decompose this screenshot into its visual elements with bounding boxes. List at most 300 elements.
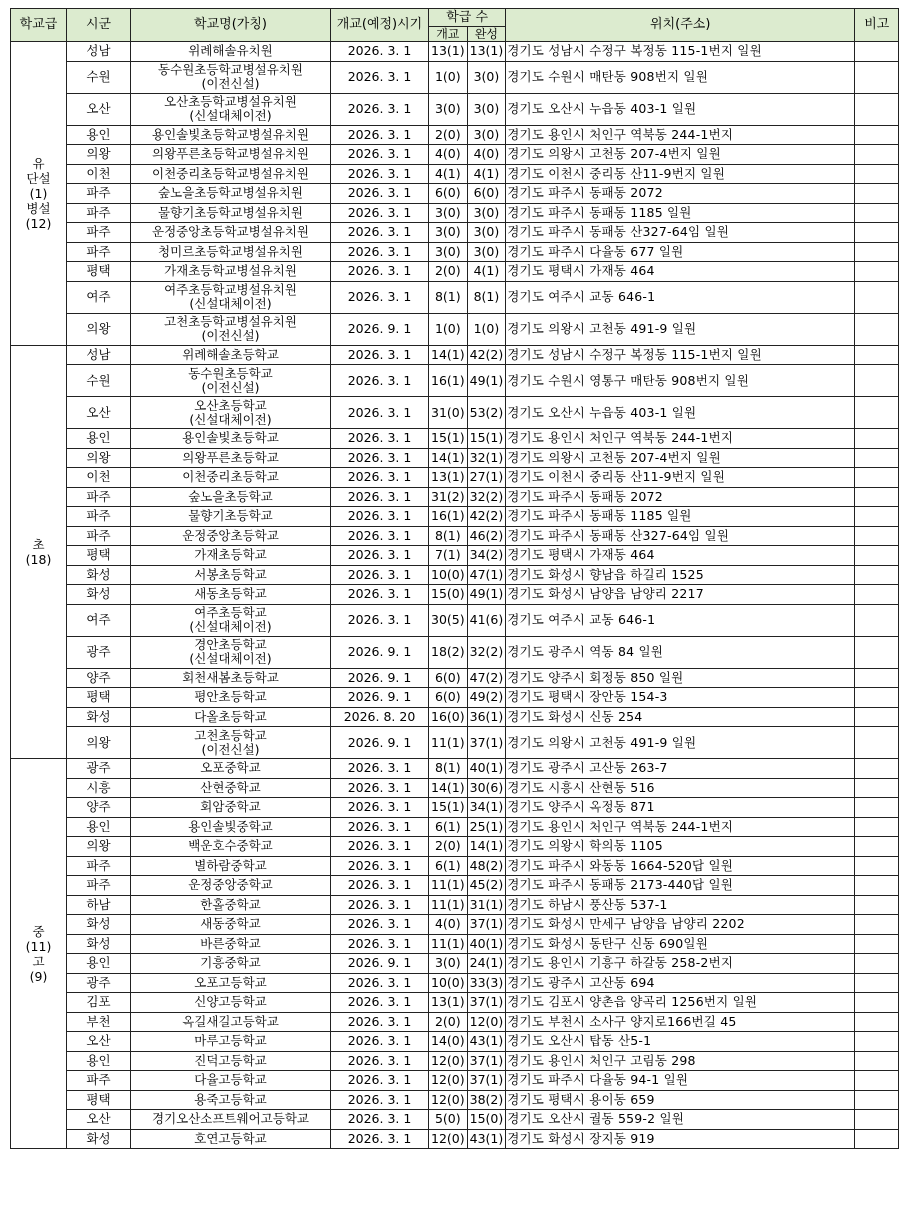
school-name-line: 새동초등학교 (194, 586, 267, 602)
open-date-cell: 2026. 9. 1 (331, 313, 429, 345)
classes-full-cell: 30(6) (467, 778, 506, 798)
classes-open-cell: 3(0) (429, 203, 468, 223)
open-date-cell: 2026. 3. 1 (331, 145, 429, 165)
classes-full-cell: 43(1) (467, 1032, 506, 1052)
school-name-line: 옥길새길고등학교 (182, 1013, 279, 1029)
table-row (11, 345, 899, 365)
open-date-cell: 2026. 3. 1 (331, 585, 429, 605)
classes-open-cell: 13(1) (429, 468, 468, 488)
note-cell (855, 636, 899, 668)
note-cell (855, 759, 899, 779)
classes-full-cell: 15(0) (467, 1110, 506, 1130)
school-name-cell (131, 164, 331, 184)
note-cell (855, 817, 899, 837)
school-name-line: 백운호수중학교 (188, 838, 273, 854)
address-cell: 경기도 화성시 장지동 919 (506, 1129, 855, 1149)
classes-open-cell: 6(1) (429, 856, 468, 876)
classes-full-cell: 37(1) (467, 1071, 506, 1091)
school-name-cell (131, 1110, 331, 1130)
open-date-cell: 2026. 3. 1 (331, 798, 429, 818)
table-row (11, 1110, 899, 1130)
table-row (11, 93, 899, 125)
city-cell: 의왕 (67, 448, 131, 468)
note-cell (855, 1012, 899, 1032)
classes-open-cell: 8(1) (429, 281, 468, 313)
school-name-cell (131, 365, 331, 397)
open-date-cell: 2026. 9. 1 (331, 727, 429, 759)
open-date-cell: 2026. 3. 1 (331, 397, 429, 429)
classes-full-cell: 3(0) (467, 242, 506, 262)
classes-open-cell: 12(0) (429, 1129, 468, 1149)
classes-full-cell: 4(1) (467, 262, 506, 282)
school-name-cell (131, 448, 331, 468)
school-level-cell (11, 345, 67, 759)
open-date-cell: 2026. 3. 1 (331, 164, 429, 184)
school-name-line: 별하람중학교 (194, 857, 267, 873)
city-cell: 평택 (67, 262, 131, 282)
note-cell (855, 61, 899, 93)
school-name-cell (131, 856, 331, 876)
address-cell: 경기도 오산시 궐동 559-2 일원 (506, 1110, 855, 1130)
classes-open-cell: 2(0) (429, 837, 468, 857)
note-cell (855, 934, 899, 954)
header-classes-open: 개교 (429, 27, 468, 42)
table-row (11, 164, 899, 184)
school-name-cell (131, 798, 331, 818)
address-cell: 경기도 파주시 동패동 2072 (506, 184, 855, 204)
classes-full-cell: 37(1) (467, 727, 506, 759)
table-row (11, 487, 899, 507)
school-name-line: 숲노을초등학교 (188, 488, 273, 504)
classes-full-cell: 49(2) (467, 688, 506, 708)
classes-full-cell: 42(2) (467, 507, 506, 527)
classes-open-cell: 14(1) (429, 448, 468, 468)
school-name-cell (131, 203, 331, 223)
classes-open-cell: 6(0) (429, 668, 468, 688)
school-name-cell (131, 1090, 331, 1110)
table-row (11, 604, 899, 636)
school-name-line: 고천초등학교 (194, 727, 267, 743)
address-cell: 경기도 의왕시 고천동 207-4번지 일원 (506, 448, 855, 468)
school-name-line: 의왕푸른초등학교병설유치원 (152, 146, 309, 162)
classes-full-cell: 46(2) (467, 526, 506, 546)
school-name-line: 평안초등학교 (194, 689, 267, 705)
table-row (11, 817, 899, 837)
address-cell: 경기도 하남시 풍산동 537-1 (506, 895, 855, 915)
address-cell: 경기도 의왕시 고천동 491-9 일원 (506, 727, 855, 759)
header-classes-full: 완성 (467, 27, 506, 42)
address-cell: 경기도 파주시 다율동 677 일원 (506, 242, 855, 262)
school-name-line: 가재초등학교병설유치원 (164, 263, 297, 279)
school-name-line: 새동중학교 (200, 916, 261, 932)
address-cell: 경기도 의왕시 고천동 207-4번지 일원 (506, 145, 855, 165)
address-cell: 경기도 수원시 매탄동 908번지 일원 (506, 61, 855, 93)
table-row (11, 1032, 899, 1052)
classes-open-cell: 5(0) (429, 1110, 468, 1130)
open-date-cell: 2026. 3. 1 (331, 973, 429, 993)
classes-open-cell: 15(1) (429, 429, 468, 449)
school-name-cell (131, 468, 331, 488)
open-date-cell: 2026. 3. 1 (331, 507, 429, 527)
address-cell: 경기도 파주시 다율동 94-1 일원 (506, 1071, 855, 1091)
header-row (11, 9, 899, 27)
school-name-cell (131, 973, 331, 993)
open-date-cell: 2026. 3. 1 (331, 1012, 429, 1032)
open-date-cell: 2026. 3. 1 (331, 856, 429, 876)
school-level-cell (11, 759, 67, 1149)
table-row (11, 798, 899, 818)
open-date-cell: 2026. 3. 1 (331, 93, 429, 125)
city-cell: 오산 (67, 1032, 131, 1052)
header-name: 학교명(가칭) (131, 9, 331, 42)
note-cell (855, 223, 899, 243)
school-name-cell (131, 507, 331, 527)
city-cell: 오산 (67, 1110, 131, 1130)
school-name-cell (131, 688, 331, 708)
school-name-line: 위례해솔유치원 (188, 43, 273, 59)
address-cell: 경기도 용인시 처인구 역북동 244-1번지 (506, 817, 855, 837)
note-cell (855, 993, 899, 1013)
city-cell: 오산 (67, 397, 131, 429)
school-name-line: 이천중리초등학교병설유치원 (152, 165, 309, 181)
city-cell: 용인 (67, 429, 131, 449)
table-row (11, 876, 899, 896)
school-level-label: 병설 (26, 200, 51, 216)
school-name-line: 경안초등학교 (194, 637, 267, 652)
address-cell: 경기도 오산시 탑동 산5-1 (506, 1032, 855, 1052)
table-row (11, 856, 899, 876)
classes-open-cell: 7(1) (429, 546, 468, 566)
school-name-line: 용죽고등학교 (194, 1091, 267, 1107)
address-cell: 경기도 여주시 교동 646-1 (506, 281, 855, 313)
classes-open-cell: 11(1) (429, 876, 468, 896)
city-cell: 파주 (67, 1071, 131, 1091)
classes-open-cell: 8(1) (429, 759, 468, 779)
note-cell (855, 468, 899, 488)
city-cell: 파주 (67, 242, 131, 262)
classes-full-cell: 40(1) (467, 759, 506, 779)
classes-full-cell: 4(1) (467, 164, 506, 184)
open-date-cell: 2026. 3. 1 (331, 1051, 429, 1071)
open-date-cell: 2026. 9. 1 (331, 688, 429, 708)
table-row (11, 313, 899, 345)
address-cell: 경기도 양주시 옥정동 871 (506, 798, 855, 818)
address-cell: 경기도 파주시 동패동 2173-440답 일원 (506, 876, 855, 896)
classes-full-cell: 34(2) (467, 546, 506, 566)
school-name-cell (131, 837, 331, 857)
header-classes: 학급 수 (429, 9, 506, 27)
city-cell: 의왕 (67, 837, 131, 857)
classes-open-cell: 16(1) (429, 365, 468, 397)
school-name-line: (이전신설) (201, 76, 260, 91)
classes-full-cell: 47(1) (467, 565, 506, 585)
school-name-line: 산현중학교 (200, 779, 261, 795)
classes-open-cell: 11(1) (429, 727, 468, 759)
city-cell: 평택 (67, 1090, 131, 1110)
school-name-line: 이천중리초등학교 (182, 469, 279, 485)
school-name-cell (131, 262, 331, 282)
school-name-line: 물향기초등학교병설유치원 (158, 204, 303, 220)
school-name-line: 호연고등학교 (194, 1130, 267, 1146)
address-cell: 경기도 성남시 수정구 복정동 115-1번지 일원 (506, 42, 855, 62)
city-cell: 평택 (67, 546, 131, 566)
address-cell: 경기도 성남시 수정구 복정동 115-1번지 일원 (506, 345, 855, 365)
classes-full-cell: 37(1) (467, 915, 506, 935)
school-name-line: 오포고등학교 (194, 974, 267, 990)
table-row (11, 145, 899, 165)
classes-full-cell: 49(1) (467, 365, 506, 397)
school-name-line: 기흥중학교 (200, 955, 261, 971)
open-date-cell: 2026. 3. 1 (331, 262, 429, 282)
city-cell: 양주 (67, 798, 131, 818)
school-name-line: (신설대체이전) (189, 296, 272, 311)
table-row (11, 934, 899, 954)
note-cell (855, 727, 899, 759)
classes-full-cell: 25(1) (467, 817, 506, 837)
note-cell (855, 668, 899, 688)
table-row (11, 1012, 899, 1032)
note-cell (855, 281, 899, 313)
classes-full-cell: 14(1) (467, 837, 506, 857)
open-date-cell: 2026. 3. 1 (331, 759, 429, 779)
classes-full-cell: 3(0) (467, 203, 506, 223)
table-row (11, 262, 899, 282)
note-cell (855, 203, 899, 223)
note-cell (855, 262, 899, 282)
open-date-cell: 2026. 3. 1 (331, 1110, 429, 1130)
address-cell: 경기도 화성시 향남읍 하길리 1525 (506, 565, 855, 585)
classes-full-cell: 36(1) (467, 707, 506, 727)
school-name-line: 운정중앙초등학교병설유치원 (152, 224, 309, 240)
address-cell: 경기도 평택시 장안동 154-3 (506, 688, 855, 708)
classes-full-cell: 3(0) (467, 93, 506, 125)
school-name-line: 운정중앙중학교 (188, 877, 273, 893)
classes-open-cell: 16(1) (429, 507, 468, 527)
classes-full-cell: 1(0) (467, 313, 506, 345)
school-name-cell (131, 313, 331, 345)
classes-open-cell: 4(1) (429, 164, 468, 184)
school-name-line: (이전신설) (201, 328, 260, 343)
table-row (11, 993, 899, 1013)
note-cell (855, 1032, 899, 1052)
classes-open-cell: 16(0) (429, 707, 468, 727)
open-date-cell: 2026. 3. 1 (331, 526, 429, 546)
school-name-line: (신설대체이전) (189, 108, 272, 123)
table-row (11, 915, 899, 935)
table-row (11, 203, 899, 223)
address-cell: 경기도 파주시 동패동 1185 일원 (506, 507, 855, 527)
classes-full-cell: 24(1) (467, 954, 506, 974)
header-level: 학교급 (11, 9, 67, 42)
open-date-cell: 2026. 3. 1 (331, 817, 429, 837)
address-cell: 경기도 이천시 중리동 산11-9번지 일원 (506, 468, 855, 488)
school-name-cell (131, 604, 331, 636)
school-level-cell (11, 42, 67, 346)
address-cell: 경기도 의왕시 학의동 1105 (506, 837, 855, 857)
school-name-cell (131, 585, 331, 605)
school-name-line: 숲노을초등학교병설유치원 (158, 185, 303, 201)
table-row (11, 429, 899, 449)
school-name-cell (131, 93, 331, 125)
table-row (11, 1051, 899, 1071)
school-name-line: 위례해솔초등학교 (182, 346, 279, 362)
open-date-cell: 2026. 3. 1 (331, 242, 429, 262)
city-cell: 화성 (67, 1129, 131, 1149)
school-name-line: 용인솔빛초등학교 (182, 430, 279, 446)
classes-full-cell: 12(0) (467, 1012, 506, 1032)
address-cell: 경기도 평택시 가재동 464 (506, 262, 855, 282)
school-level-label: 단설 (26, 170, 51, 186)
table-row (11, 526, 899, 546)
school-name-cell (131, 954, 331, 974)
table-row (11, 954, 899, 974)
note-cell (855, 145, 899, 165)
school-name-line: 다율고등학교 (194, 1072, 267, 1088)
school-name-cell (131, 895, 331, 915)
city-cell: 평택 (67, 688, 131, 708)
table-row (11, 507, 899, 527)
school-name-cell (131, 546, 331, 566)
school-name-cell (131, 223, 331, 243)
open-date-cell: 2026. 8. 20 (331, 707, 429, 727)
school-name-cell (131, 61, 331, 93)
table-row (11, 223, 899, 243)
note-cell (855, 313, 899, 345)
classes-full-cell: 31(1) (467, 895, 506, 915)
open-date-cell: 2026. 3. 1 (331, 1090, 429, 1110)
classes-open-cell: 2(0) (429, 262, 468, 282)
address-cell: 경기도 시흥시 산현동 516 (506, 778, 855, 798)
school-level-label: (9) (29, 968, 48, 984)
note-cell (855, 707, 899, 727)
note-cell (855, 507, 899, 527)
address-cell: 경기도 파주시 동패동 산327-64임 일원 (506, 223, 855, 243)
school-name-line: 오포중학교 (200, 760, 261, 776)
note-cell (855, 526, 899, 546)
address-cell: 경기도 수원시 영통구 매탄동 908번지 일원 (506, 365, 855, 397)
school-name-cell (131, 636, 331, 668)
table-row (11, 727, 899, 759)
city-cell: 광주 (67, 973, 131, 993)
school-name-cell (131, 668, 331, 688)
table-row (11, 1129, 899, 1149)
city-cell: 양주 (67, 668, 131, 688)
address-cell: 경기도 화성시 남양읍 남양리 2217 (506, 585, 855, 605)
school-name-line: 회암중학교 (200, 799, 261, 815)
classes-full-cell: 15(1) (467, 429, 506, 449)
address-cell: 경기도 용인시 기흥구 하갈동 258-2번지 (506, 954, 855, 974)
school-level-label: 초 (32, 536, 45, 552)
address-cell: 경기도 광주시 고산동 694 (506, 973, 855, 993)
classes-open-cell: 3(0) (429, 242, 468, 262)
school-name-cell (131, 993, 331, 1013)
address-cell: 경기도 이천시 중리동 산11-9번지 일원 (506, 164, 855, 184)
open-date-cell: 2026. 3. 1 (331, 448, 429, 468)
school-name-cell (131, 184, 331, 204)
classes-full-cell: 3(0) (467, 61, 506, 93)
classes-full-cell: 4(0) (467, 145, 506, 165)
address-cell: 경기도 오산시 누읍동 403-1 일원 (506, 397, 855, 429)
school-name-cell (131, 125, 331, 145)
open-date-cell: 2026. 3. 1 (331, 895, 429, 915)
open-date-cell: 2026. 3. 1 (331, 1129, 429, 1149)
classes-open-cell: 3(0) (429, 223, 468, 243)
note-cell (855, 397, 899, 429)
note-cell (855, 242, 899, 262)
classes-full-cell: 47(2) (467, 668, 506, 688)
open-date-cell: 2026. 9. 1 (331, 636, 429, 668)
address-cell: 경기도 파주시 와동동 1664-520답 일원 (506, 856, 855, 876)
school-name-cell (131, 817, 331, 837)
school-name-cell (131, 487, 331, 507)
note-cell (855, 184, 899, 204)
school-level-label: (1) (29, 185, 48, 201)
table-row (11, 688, 899, 708)
classes-open-cell: 12(0) (429, 1051, 468, 1071)
address-cell: 경기도 용인시 처인구 역북동 244-1번지 (506, 125, 855, 145)
open-date-cell: 2026. 3. 1 (331, 915, 429, 935)
classes-full-cell: 38(2) (467, 1090, 506, 1110)
table-row (11, 184, 899, 204)
note-cell (855, 1051, 899, 1071)
address-cell: 경기도 평택시 용이동 659 (506, 1090, 855, 1110)
city-cell: 파주 (67, 507, 131, 527)
school-name-cell (131, 42, 331, 62)
city-cell: 오산 (67, 93, 131, 125)
classes-open-cell: 11(1) (429, 934, 468, 954)
note-cell (855, 856, 899, 876)
classes-open-cell: 31(2) (429, 487, 468, 507)
city-cell: 파주 (67, 526, 131, 546)
school-level-label: 중 (32, 923, 45, 939)
open-date-cell: 2026. 3. 1 (331, 837, 429, 857)
school-name-cell (131, 1012, 331, 1032)
school-name-cell (131, 727, 331, 759)
table-row (11, 668, 899, 688)
note-cell (855, 42, 899, 62)
classes-full-cell: 40(1) (467, 934, 506, 954)
classes-full-cell: 27(1) (467, 468, 506, 488)
classes-open-cell: 30(5) (429, 604, 468, 636)
table-row (11, 468, 899, 488)
table-row (11, 973, 899, 993)
note-cell (855, 1071, 899, 1091)
city-cell: 화성 (67, 565, 131, 585)
city-cell: 의왕 (67, 145, 131, 165)
address-cell: 경기도 평택시 가재동 464 (506, 546, 855, 566)
city-cell: 여주 (67, 604, 131, 636)
note-cell (855, 546, 899, 566)
open-date-cell: 2026. 3. 1 (331, 61, 429, 93)
city-cell: 광주 (67, 636, 131, 668)
open-date-cell: 2026. 9. 1 (331, 954, 429, 974)
classes-full-cell: 37(1) (467, 1051, 506, 1071)
city-cell: 파주 (67, 876, 131, 896)
city-cell: 용인 (67, 954, 131, 974)
open-date-cell: 2026. 3. 1 (331, 203, 429, 223)
school-name-line: 용인솔빛중학교 (188, 818, 273, 834)
note-cell (855, 487, 899, 507)
table-row (11, 837, 899, 857)
school-name-cell (131, 1071, 331, 1091)
note-cell (855, 565, 899, 585)
school-level-label: 유 (32, 155, 45, 171)
open-date-cell: 2026. 9. 1 (331, 668, 429, 688)
table-row (11, 895, 899, 915)
school-name-cell (131, 526, 331, 546)
open-date-cell: 2026. 3. 1 (331, 429, 429, 449)
school-name-line: 신양고등학교 (194, 994, 267, 1010)
